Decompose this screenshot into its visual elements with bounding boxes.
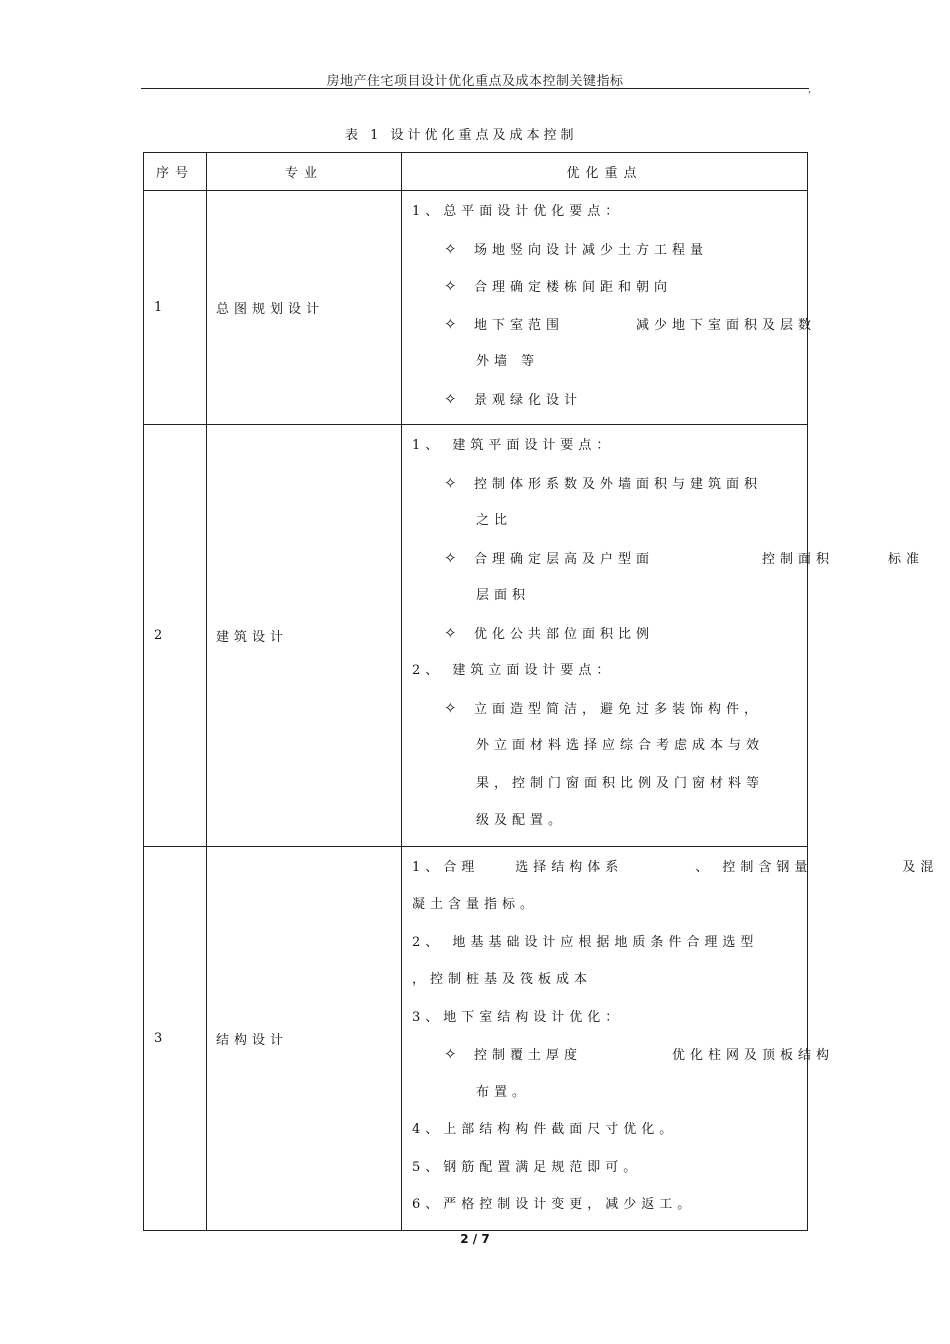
- text-line: [402, 652, 807, 690]
- bullet-item: [402, 540, 925, 578]
- line-text: 层面积: [476, 588, 531, 603]
- text-line: [402, 765, 807, 803]
- header-cell-focus: 优化重点: [402, 153, 808, 191]
- line-text: 5、钢筋配置满足规范即可。: [412, 1159, 642, 1175]
- optimization-points: [402, 425, 925, 847]
- optimization-points: [402, 191, 817, 425]
- discipline-name: 结构设计: [207, 846, 402, 1230]
- row-number: 3: [144, 846, 207, 1230]
- line-text: ，控制桩基及筏板成本: [412, 972, 593, 987]
- line-text: 2、 地基基础设计应根据地质条件合理选型: [412, 934, 759, 950]
- bullet-item: [402, 690, 807, 728]
- line-text: 控制体形系数及外墙面积与建筑面积: [474, 476, 763, 492]
- line-text: 外墙 等: [476, 354, 540, 369]
- four-point-star-icon: ✧: [444, 623, 462, 642]
- bullet-item: [402, 1036, 835, 1074]
- line-text: 优化公共部位面积比例: [474, 626, 655, 642]
- text-line: [402, 427, 807, 465]
- line-text: 外立面材料选择应综合考虑成本与效: [476, 738, 765, 753]
- text-line: [402, 1186, 807, 1224]
- text-line: [402, 961, 807, 999]
- header-cell-number: 序号: [144, 153, 207, 191]
- running-header: 房地产住宅项目设计优化重点及成本控制关键指标: [326, 74, 624, 89]
- bullet-item: [402, 615, 807, 653]
- bullet-item: [402, 465, 807, 503]
- line-text: 4、上部结构构件截面尺寸优化。: [412, 1122, 678, 1137]
- line-text: 景观绿化设计: [474, 392, 583, 408]
- text-line: [402, 193, 807, 231]
- line-text: 地下室范围 减少地下室面积及层数: [474, 317, 817, 333]
- table-row: [144, 191, 808, 425]
- four-point-star-icon: ✧: [444, 548, 462, 567]
- text-line: [402, 1111, 807, 1149]
- text-line: [402, 849, 939, 887]
- four-point-star-icon: ✧: [444, 277, 462, 295]
- optimization-points: [402, 846, 939, 1230]
- line-text: 场地竖向设计减少土方工程量: [474, 242, 709, 258]
- discipline-name: 建筑设计: [207, 425, 402, 847]
- line-text: 1、合理 选择结构体系 、 控制含钢量 及混: [412, 859, 939, 875]
- four-point-star-icon: ✧: [444, 1045, 462, 1063]
- header-cell-discipline: 专业: [207, 153, 402, 191]
- text-line: [402, 1149, 807, 1187]
- line-text: 之比: [476, 513, 513, 528]
- line-text: 合理确定楼栋间距和朝向: [474, 280, 673, 295]
- line-text: 1、总平面设计优化要点：: [412, 204, 624, 219]
- text-line: [402, 1074, 807, 1112]
- line-text: 1、 建筑平面设计要点：: [412, 438, 615, 453]
- line-text: 级及配置。: [476, 813, 567, 828]
- text-line: [402, 802, 807, 840]
- table-header-row: [144, 153, 808, 191]
- row-number: 2: [144, 425, 207, 847]
- line-text: 果，控制门窗面积比例及门窗材料等: [476, 775, 765, 791]
- text-line: [402, 924, 807, 962]
- text-line: [402, 999, 807, 1037]
- page-number: 2 / 7: [460, 1232, 490, 1246]
- line-text: 2、 建筑立面设计要点：: [412, 663, 615, 678]
- line-text: 3、地下室结构设计优化：: [412, 1009, 624, 1025]
- text-line: [402, 727, 807, 765]
- line-text: 立面造型简洁，避免过多装饰构件，: [474, 701, 763, 717]
- four-point-star-icon: ✧: [444, 389, 462, 408]
- bullet-item: [402, 231, 807, 269]
- optimization-table: [143, 152, 939, 1231]
- bullet-item: [402, 381, 807, 419]
- text-line: [402, 886, 807, 924]
- header-rule: [141, 88, 809, 89]
- four-point-star-icon: ✧: [444, 314, 462, 333]
- text-line: [402, 577, 807, 615]
- four-point-star-icon: ✧: [444, 239, 462, 258]
- table-caption: 表 1 设计优化重点及成本控制: [345, 128, 578, 143]
- discipline-name: 总图规划设计: [207, 191, 402, 425]
- four-point-star-icon: ✧: [444, 473, 462, 492]
- row-number: 1: [144, 191, 207, 425]
- line-text: 凝土含量指标。: [412, 897, 539, 912]
- header-mark: ,: [808, 84, 812, 95]
- text-line: [402, 502, 807, 540]
- bullet-item: [402, 268, 807, 306]
- line-text: 合理确定层高及户型面 控制面积 标准: [474, 551, 925, 567]
- text-line: [402, 343, 807, 381]
- line-text: 控制覆土厚度 优化柱网及顶板结构: [474, 1048, 835, 1063]
- table-row: [144, 846, 808, 1230]
- bullet-item: [402, 306, 817, 344]
- four-point-star-icon: ✧: [444, 698, 462, 717]
- line-text: 6、严格控制设计变更，减少返工。: [412, 1197, 696, 1212]
- table-row: [144, 425, 808, 847]
- line-text: 布置。: [476, 1084, 531, 1100]
